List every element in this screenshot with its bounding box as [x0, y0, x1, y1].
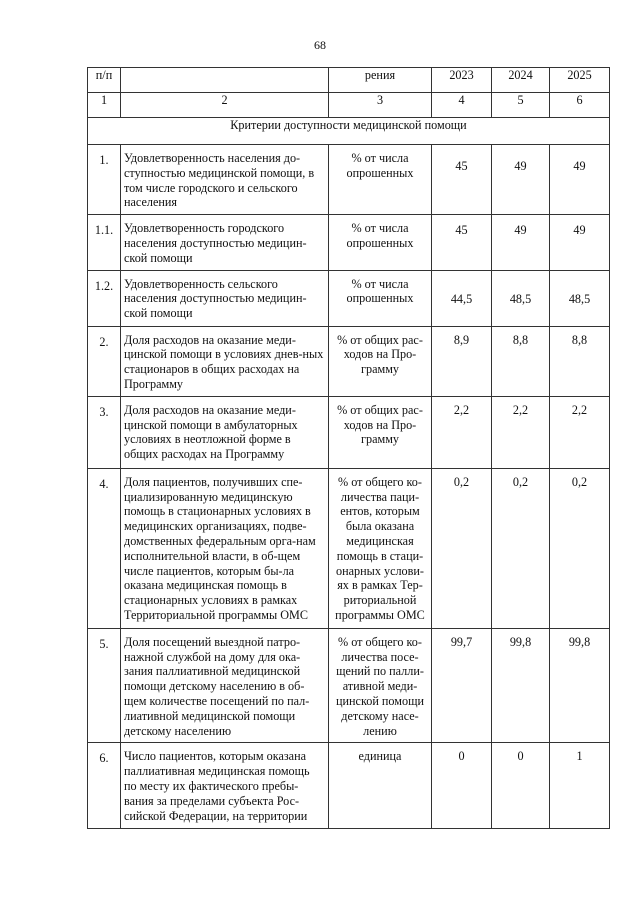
row-number: 6.: [88, 743, 121, 829]
unit-of-measure: % от числа опрошенных: [329, 145, 432, 215]
row-number: 1.2.: [88, 270, 121, 326]
table-row: [88, 628, 610, 743]
table-header-row: [88, 68, 610, 93]
indicator-description: Удовлетворенность населения до-ступностью медицинской помощи, в том числе городского и сельского населения: [121, 145, 329, 215]
column-index: 4: [432, 93, 492, 118]
value-2025: 49: [550, 145, 610, 215]
row-number: 3.: [88, 396, 121, 468]
value-2025: 8,8: [550, 326, 610, 396]
value-2023: 0,2: [432, 468, 492, 628]
table-row: [88, 396, 610, 468]
value-2023: 99,7: [432, 628, 492, 743]
header-indicator: [121, 68, 329, 93]
value-2024: 49: [492, 145, 550, 215]
value-2024: 0: [492, 743, 550, 829]
unit-of-measure: единица: [329, 743, 432, 829]
value-2024: 99,8: [492, 628, 550, 743]
value-2025: 49: [550, 215, 610, 270]
value-2023: 8,9: [432, 326, 492, 396]
value-2023: 45: [432, 215, 492, 270]
unit-of-measure: % от общих рас-ходов на Про-грамму: [329, 326, 432, 396]
table-row: [88, 468, 610, 628]
indicator-description: Доля расходов на оказание меди-цинской помощи в амбулаторных условиях в неотложной форме в общих расходах на Программу: [121, 396, 329, 468]
value-2023: 44,5: [432, 270, 492, 326]
section-row: [88, 118, 610, 145]
value-2025: 48,5: [550, 270, 610, 326]
value-2024: 49: [492, 215, 550, 270]
table-row: [88, 145, 610, 215]
value-2025: 2,2: [550, 396, 610, 468]
value-2023: 0: [432, 743, 492, 829]
page-number: 68: [314, 38, 326, 52]
criteria-table: [87, 67, 610, 829]
table-row: [88, 215, 610, 270]
header-year-2023: 2023: [432, 68, 492, 93]
value-2025: 99,8: [550, 628, 610, 743]
unit-of-measure: % от общего ко-личества паци-ентов, которым была оказана медицинская помощь в стаци-онарных услови-ях в рамках Тер-риториальной программы ОМС: [329, 468, 432, 628]
table-row: [88, 743, 610, 829]
indicator-description: Удовлетворенность городского населения доступностью медицин-ской помощи: [121, 215, 329, 270]
row-number: 2.: [88, 326, 121, 396]
value-2024: 48,5: [492, 270, 550, 326]
indicator-description: Доля посещений выездной патро-нажной службой на дому для ока-зания паллиативной медицинской помощи детскому населению в об-щем количестве посещений по пал-лиативной медицинской помощи детскому населению: [121, 628, 329, 743]
indicator-description: Доля пациентов, получивших спе-циализированную медицинскую помощь в стационарных условиях в медицинских организациях, подве-домственных федеральным орга-нам исполнительной власти, в об-щем числе пациентов, которым бы-ла оказана медицинская помощь в стационарных условиях в рамках Территориальной программы ОМС: [121, 468, 329, 628]
indicator-description: Число пациентов, которым оказана паллиативная медицинская помощь по месту их фактического пребы-вания за пределами субъекта Рос-сийской Федерации, на территории: [121, 743, 329, 829]
indicator-description: Удовлетворенность сельского населения доступностью медицин-ской помощи: [121, 270, 329, 326]
unit-of-measure: % от общих рас-ходов на Про-грамму: [329, 396, 432, 468]
value-2025: 0,2: [550, 468, 610, 628]
row-number: 5.: [88, 628, 121, 743]
column-index: 5: [492, 93, 550, 118]
value-2024: 2,2: [492, 396, 550, 468]
unit-of-measure: % от числа опрошенных: [329, 215, 432, 270]
column-index-row: [88, 93, 610, 118]
value-2023: 45: [432, 145, 492, 215]
column-index: 3: [329, 93, 432, 118]
header-year-2024: 2024: [492, 68, 550, 93]
column-index: 6: [550, 93, 610, 118]
table-row: [88, 326, 610, 396]
value-2024: 8,8: [492, 326, 550, 396]
section-title: Критерии доступности медицинской помощи: [88, 118, 610, 145]
unit-of-measure: % от общего ко-личества посе-щений по палли-ативной меди-цинской помощи детскому насе-лению: [329, 628, 432, 743]
value-2025: 1: [550, 743, 610, 829]
row-number: 1.1.: [88, 215, 121, 270]
row-number: 1.: [88, 145, 121, 215]
header-year-2025: 2025: [550, 68, 610, 93]
header-unit: рения: [329, 68, 432, 93]
column-index: 1: [88, 93, 121, 118]
column-index: 2: [121, 93, 329, 118]
value-2023: 2,2: [432, 396, 492, 468]
value-2024: 0,2: [492, 468, 550, 628]
unit-of-measure: % от числа опрошенных: [329, 270, 432, 326]
header-number: п/п: [88, 68, 121, 93]
indicator-description: Доля расходов на оказание меди-цинской помощи в условиях днев-ных стационаров в общих расходах на Программу: [121, 326, 329, 396]
table-row: [88, 270, 610, 326]
row-number: 4.: [88, 468, 121, 628]
